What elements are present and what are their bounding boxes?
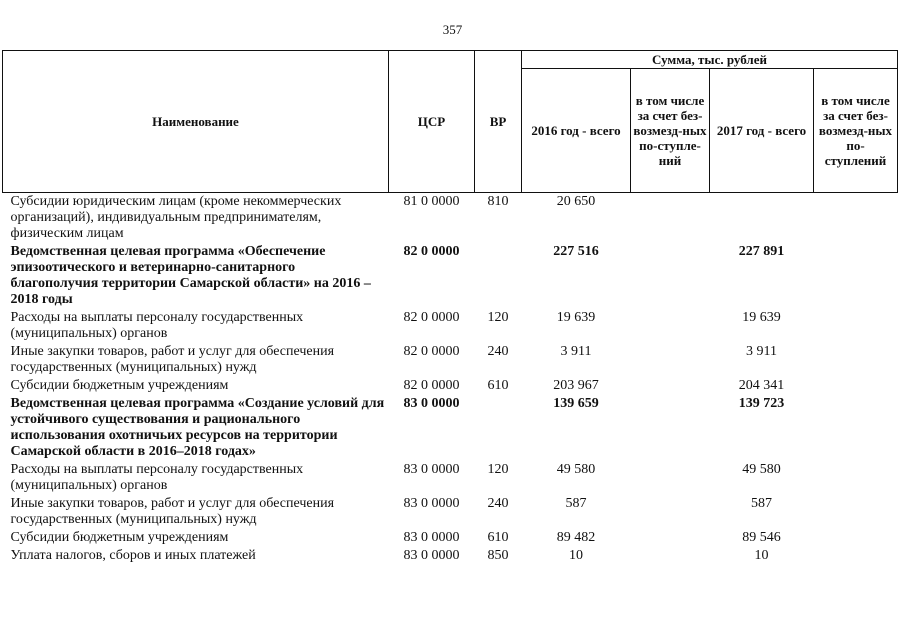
row-csr: 81 0 0000 bbox=[403, 194, 460, 209]
row-csr: 82 0 0000 bbox=[403, 378, 460, 393]
row-2017: 204 341 bbox=[738, 378, 785, 393]
row-2017: 227 891 bbox=[738, 244, 785, 259]
row-2017: 10 bbox=[754, 548, 769, 563]
row-name: Расходы на выплаты персоналу государственных (муниципальных) органов bbox=[10, 462, 304, 493]
row-2016-free bbox=[631, 547, 710, 565]
table-row-program bbox=[3, 243, 898, 309]
row-2017: 3 911 bbox=[746, 344, 777, 359]
row-name: Субсидии юридическим лицам (кроме некоммерческих организаций), индивидуальным предпринимателям, физическим лицам bbox=[10, 194, 342, 241]
row-name: Расходы на выплаты персоналу государственных (муниципальных) органов bbox=[10, 310, 304, 341]
row-vr: 610 bbox=[487, 530, 509, 545]
table-row bbox=[3, 377, 898, 395]
row-2017: 49 580 bbox=[742, 462, 781, 477]
row-2016-free bbox=[631, 193, 710, 244]
table-row bbox=[3, 343, 898, 377]
table-row bbox=[3, 461, 898, 495]
header-sum-group: Сумма, тыс. рублей bbox=[522, 51, 898, 69]
header-2016-free: в том числе за счет без-возмезд-ных по-ступле-ний bbox=[631, 69, 710, 193]
row-2017: 89 546 bbox=[742, 530, 781, 545]
row-2017-free bbox=[814, 243, 898, 309]
header-csr: ЦСР bbox=[389, 51, 475, 193]
row-2016: 203 967 bbox=[553, 378, 599, 393]
row-2017-free bbox=[814, 461, 898, 495]
row-csr: 83 0 0000 bbox=[403, 462, 460, 477]
row-2016: 19 639 bbox=[556, 310, 596, 325]
table-row bbox=[3, 309, 898, 343]
row-csr: 83 0 0000 bbox=[403, 548, 460, 563]
row-name: Ведомственная целевая программа «Обеспечение эпизоотического и ветеринарно-санитарного благополучия территории Самарской области» на 2016 –2018 годы bbox=[10, 244, 371, 307]
header-name: Наименование bbox=[3, 51, 389, 193]
row-vr bbox=[475, 395, 522, 461]
row-vr: 610 bbox=[487, 378, 509, 393]
row-vr: 120 bbox=[487, 310, 509, 325]
row-2016: 3 911 bbox=[560, 344, 592, 359]
table-row bbox=[3, 547, 898, 565]
row-2017-free bbox=[814, 343, 898, 377]
page-number: 357 bbox=[442, 22, 463, 37]
row-2017-free bbox=[814, 529, 898, 547]
row-2016: 227 516 bbox=[553, 244, 599, 259]
row-2017-free bbox=[814, 193, 898, 244]
row-csr: 82 0 0000 bbox=[403, 244, 460, 259]
row-name: Ведомственная целевая программа «Создание условий для устойчивого существования и рационального использования охотничьих ресурсов на территории Самарской области в 2016–2018 годах» bbox=[10, 396, 385, 459]
header-vr: ВР bbox=[475, 51, 522, 193]
row-vr: 810 bbox=[487, 194, 509, 209]
row-2016-free bbox=[631, 495, 710, 529]
row-2017-free bbox=[814, 547, 898, 565]
header-2017-total: 2017 год - всего bbox=[710, 69, 814, 193]
row-vr: 850 bbox=[487, 548, 509, 563]
row-vr: 240 bbox=[487, 344, 509, 359]
row-2016: 139 659 bbox=[553, 396, 599, 411]
row-2016: 587 bbox=[565, 496, 587, 511]
row-2016: 49 580 bbox=[556, 462, 596, 477]
row-2016-free bbox=[631, 529, 710, 547]
row-2016-free bbox=[631, 243, 710, 309]
row-2017: 587 bbox=[751, 496, 772, 511]
row-2016-free bbox=[631, 377, 710, 395]
row-name: Субсидии бюджетным учреждениям bbox=[10, 530, 229, 545]
row-vr: 240 bbox=[487, 496, 509, 511]
row-2017 bbox=[710, 193, 814, 244]
table-row bbox=[3, 529, 898, 547]
row-2017-free bbox=[814, 377, 898, 395]
row-name: Иные закупки товаров, работ и услуг для обеспечения государственных (муниципальных) нужд bbox=[10, 344, 335, 375]
row-2017: 139 723 bbox=[738, 396, 785, 411]
row-csr: 83 0 0000 bbox=[403, 496, 460, 511]
table-row bbox=[3, 495, 898, 529]
row-name: Уплата налогов, сборов и иных платежей bbox=[10, 548, 256, 563]
table-row bbox=[3, 193, 898, 244]
header-2016-total: 2016 год - всего bbox=[522, 69, 631, 193]
row-2016-free bbox=[631, 395, 710, 461]
row-2016: 89 482 bbox=[556, 530, 596, 545]
row-csr: 82 0 0000 bbox=[403, 344, 460, 359]
row-2016: 20 650 bbox=[556, 194, 596, 209]
header-2017-free: в том числе за счет без-возмезд-ных по-ступлений bbox=[814, 69, 898, 193]
row-2016-free bbox=[631, 309, 710, 343]
row-2016-free bbox=[631, 343, 710, 377]
row-2016-free bbox=[631, 461, 710, 495]
row-vr bbox=[475, 243, 522, 309]
row-name: Иные закупки товаров, работ и услуг для обеспечения государственных (муниципальных) нужд bbox=[10, 496, 335, 527]
budget-table bbox=[2, 50, 898, 565]
row-vr: 120 bbox=[487, 462, 509, 477]
row-2017-free bbox=[814, 395, 898, 461]
row-2017-free bbox=[814, 495, 898, 529]
row-2017-free bbox=[814, 309, 898, 343]
row-csr: 83 0 0000 bbox=[403, 530, 460, 545]
row-name: Субсидии бюджетным учреждениям bbox=[10, 378, 229, 393]
row-csr: 83 0 0000 bbox=[403, 396, 460, 411]
table-row-program bbox=[3, 395, 898, 461]
row-2016: 10 bbox=[569, 548, 583, 563]
row-csr: 82 0 0000 bbox=[403, 310, 460, 325]
row-2017: 19 639 bbox=[742, 310, 781, 325]
